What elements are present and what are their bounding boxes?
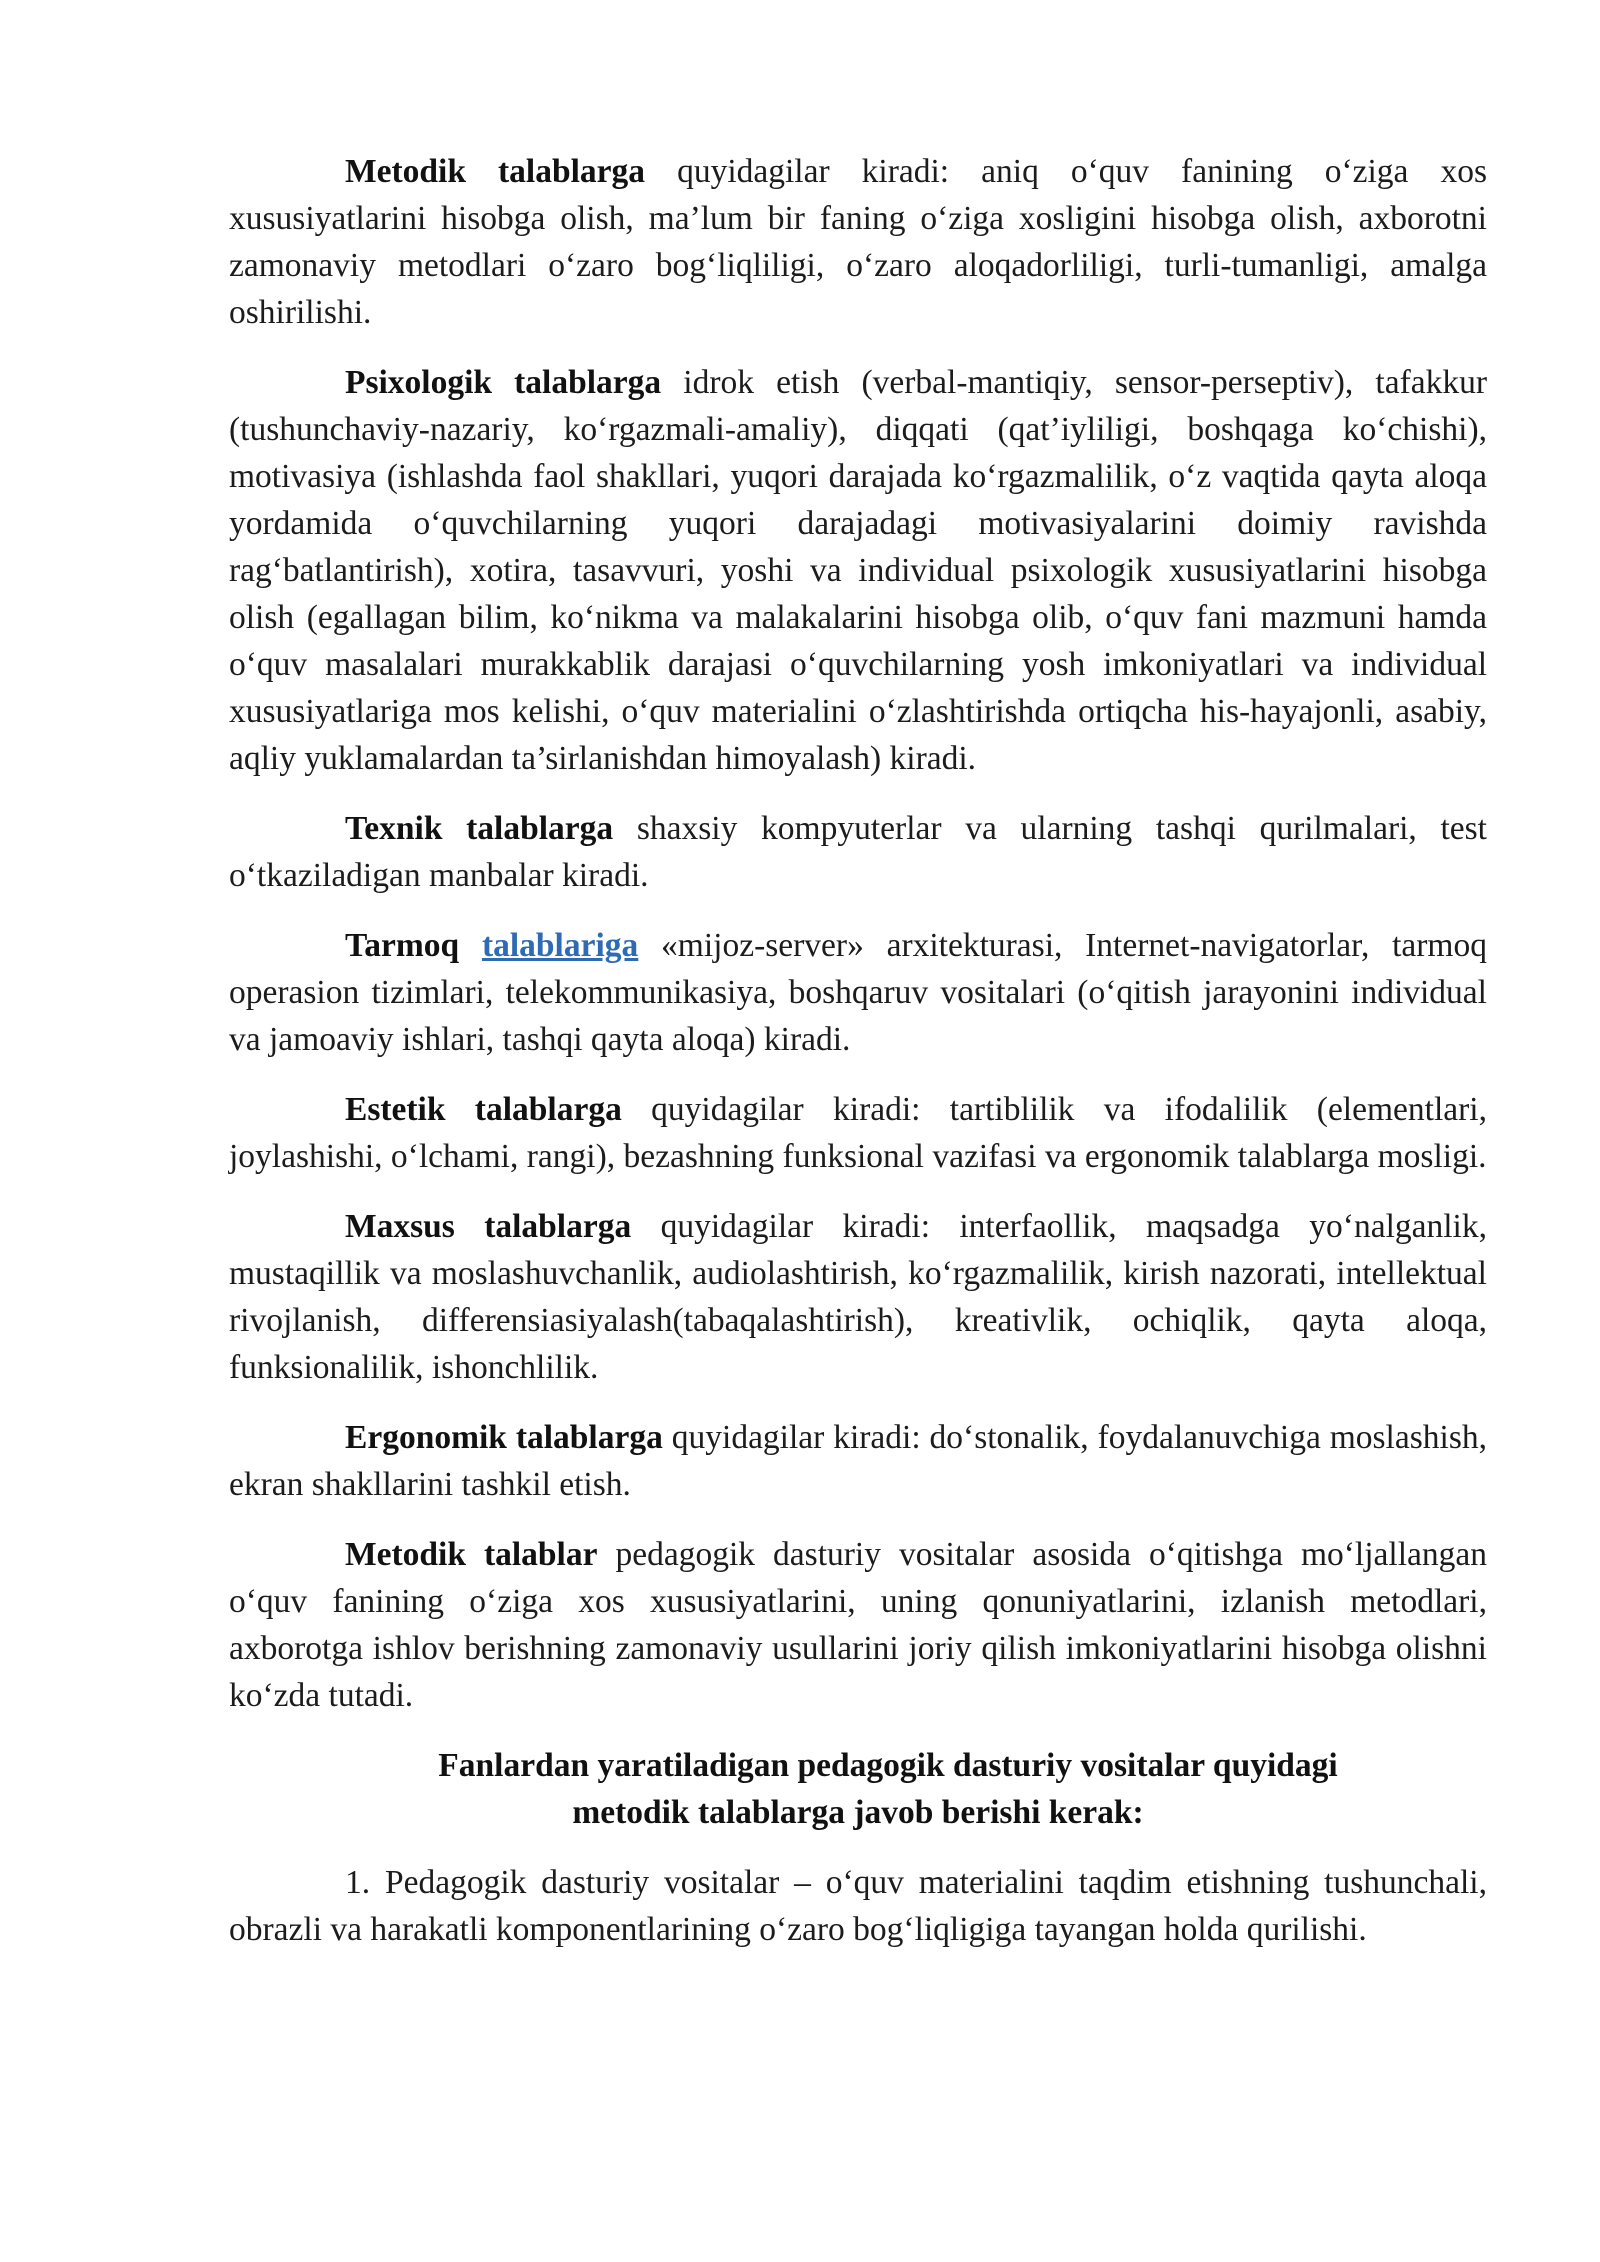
paragraph-text: «mijoz-server» arxitekturasi, Internet-navigatorlar, tarmoq operasion tizimlari, telekommunikasiya, boshqaruv vositalari (o‘qitish jarayonini individual va jamoaviy ishlari, tashqi qayta aloqa) kiradi. — [229, 927, 1487, 1058]
numbered-item-text: 1. Pedagogik dasturiy vositalar – o‘quv materialini taqdim etishning tushunchali, obrazli va harakatli komponentlarining o‘zaro bog‘liqligiga tayangan holda qurilishi. — [229, 1864, 1487, 1948]
paragraph-ergonomik — [229, 1414, 1487, 1508]
document-page — [229, 148, 1487, 1976]
section-heading — [229, 1742, 1487, 1836]
paragraph-metodik-talablar — [229, 1531, 1487, 1719]
term-bold: Psixologik talablarga — [345, 364, 662, 401]
term-bold: Metodik talablarga — [345, 153, 646, 190]
term-bold: Texnik talablarga — [345, 810, 614, 847]
heading-line-1: Fanlardan yaratiladigan pedagogik dasturiy vositalar quyidagi — [438, 1747, 1338, 1784]
paragraph-text: idrok etish (verbal-mantiqiy, sensor-perseptiv), tafakkur (tushunchaviy-nazariy, ko‘rgazmali-amaliy), diqqati (qat’iyliligi, boshqaga ko‘chishi), motivasiya (ishlashda faol shakllari, yuqori darajada ko‘rgazmalilik, o‘z vaqtida qayta aloqa yordamida o‘quvchilarning yuqori darajadagi motivasiyalarini doimiy ravishda rag‘batlantirish), xotira, tasavvuri, yoshi va individual psixologik xususiyatlarini hisobga olish (egallagan bilim, ko‘nikma va malakalarini hisobga olib, o‘quv fani mazmuni hamda o‘quv masalalari murakkablik darajasi o‘quvchilarning yosh imkoniyatlari va individual xususiyatlariga mos kelishi, o‘quv materialini o‘zlashtirishda ortiqcha his-hayajonli, asabiy, aqliy yuklamalardan ta’sirlanishdan himoyalash) kiradi. — [229, 364, 1488, 777]
numbered-item-1 — [229, 1859, 1487, 1953]
paragraph-text: quyidagilar kiradi: tartiblilik va ifodalilik (elementlari, joylashishi, o‘lchami, rangi), bezashning funksional vazifasi va ergonomik talablarga mosligi. — [229, 1091, 1487, 1175]
paragraph-text: quyidagilar kiradi: do‘stonalik, foydalanuvchiga moslashish, ekran shakllarini tashkil etish. — [229, 1419, 1487, 1503]
paragraph-maxsus — [229, 1203, 1487, 1391]
term-bold: Ergonomik talablarga — [345, 1419, 663, 1456]
paragraph-texnik — [229, 805, 1487, 899]
talablariga-link[interactable]: talablariga — [481, 927, 639, 964]
term-bold: Estetik talablarga — [345, 1091, 622, 1128]
paragraph-metodik — [229, 148, 1487, 336]
paragraph-tarmoq — [229, 922, 1487, 1063]
term-bold: Metodik talablar — [345, 1536, 598, 1573]
term-bold: Tarmoq — [345, 927, 460, 964]
paragraph-text: quyidagilar kiradi: aniq o‘quv fanining o‘ziga xos xususiyatlarini hisobga olish, ma’lum bir faning o‘ziga xosligini hisobga olish, axborotni zamonaviy metodlari o‘zaro bog‘liqliligi, o‘zaro aloqadorliligi, turli-tumanligi, amalga oshirilishi. — [229, 153, 1487, 331]
paragraph-estetik — [229, 1086, 1487, 1180]
term-bold: Maxsus talablarga — [345, 1208, 632, 1245]
heading-line-2: metodik talablarga javob berishi kerak: — [572, 1794, 1144, 1831]
paragraph-text: pedagogik dasturiy vositalar asosida o‘qitishga mo‘ljallangan o‘quv fanining o‘ziga xos xususiyatlarini, uning qonuniyatlarini, izlanish metodlari, axborotga ishlov berishning zamonaviy usullarini joriy qilish imkoniyatlarini hisobga olishni ko‘zda tutadi. — [229, 1536, 1488, 1714]
paragraph-text: shaxsiy kompyuterlar va ularning tashqi qurilmalari, test o‘tkaziladigan manbalar kiradi. — [229, 810, 1487, 894]
paragraph-psixologik — [229, 359, 1487, 782]
paragraph-text: quyidagilar kiradi: interfaollik, maqsadga yo‘nalganlik, mustaqillik va moslashuvchanlik, audiolashtirish, ko‘rgazmalilik, kirish nazorati, intellektual rivojlanish, differensiasiyalash(tabaqalashtirish), kreativlik, ochiqlik, qayta aloqa, funksionalilik, ishonchlilik. — [229, 1208, 1487, 1386]
